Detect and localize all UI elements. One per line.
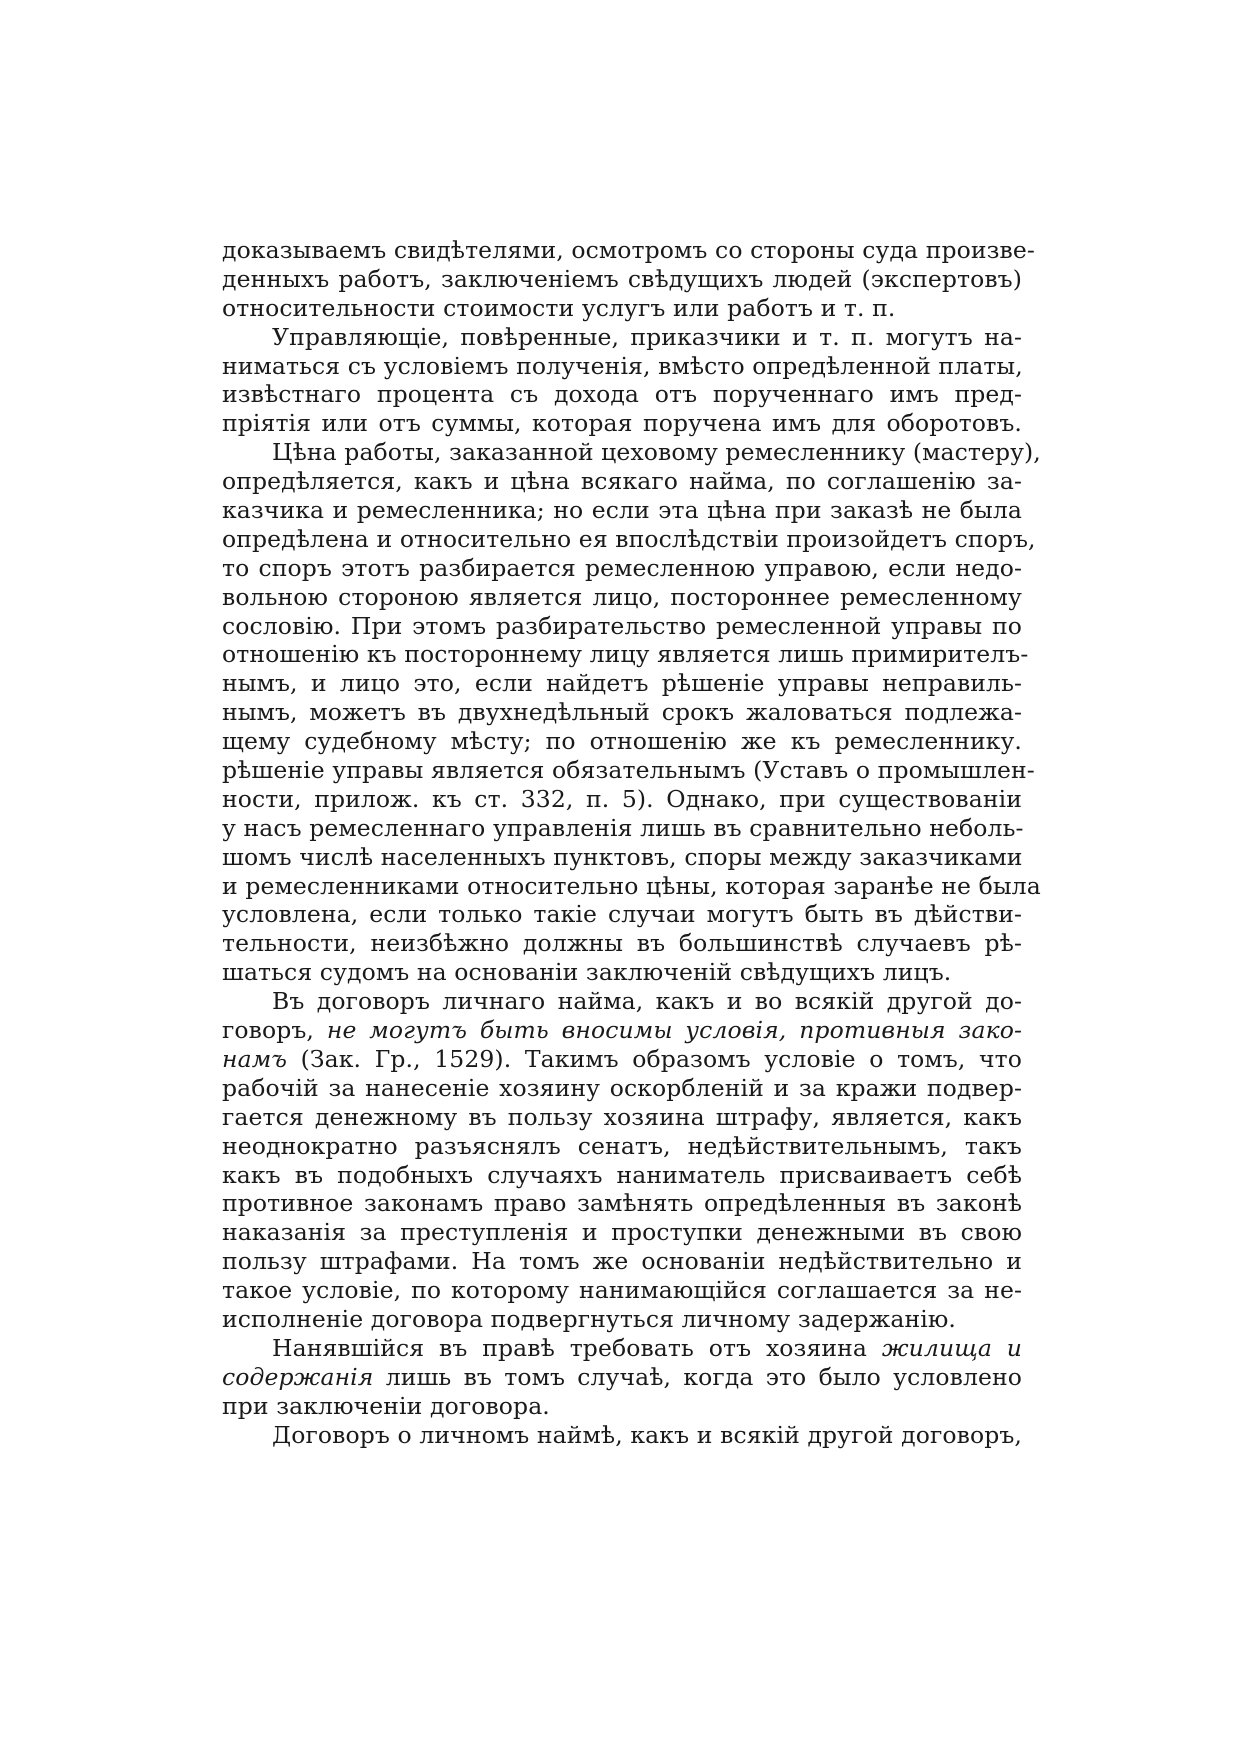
text-line: неоднократно разъяснялъ сенатъ, недѣйствительнымъ, такъ <box>222 1131 1022 1160</box>
text-line: пользу штрафами. На томъ же основаніи недѣйствительно и <box>222 1247 1022 1276</box>
text-plain: лишь въ томъ случаѣ, когда это было условлено <box>373 1362 1022 1391</box>
paragraph-3 <box>222 438 1041 987</box>
text-line: щему судебному мѣсту; по отношенію же къ ремесленнику. <box>222 727 1022 756</box>
text-line: тельности, неизбѣжно должны въ большинствѣ случаевъ рѣ- <box>222 929 1022 958</box>
text-line <box>222 1363 1022 1392</box>
text-line: пріятія или отъ суммы, которая поручена имъ для оборотовъ. <box>222 409 1022 438</box>
text-italic: жилища и <box>881 1333 1022 1362</box>
text-line: и ремесленниками относительно цѣны, которая заранѣе не была <box>222 871 1041 900</box>
text-line: ности, прилож. къ ст. 332, п. 5). Однако, при существованіи <box>222 784 1022 813</box>
text-line: опредѣлена и относительно ея впослѣдствіи произойдетъ споръ, <box>222 524 1036 553</box>
text-line: денныхъ работъ, заключеніемъ свѣдущихъ людей (экспертовъ) <box>222 264 1022 293</box>
text-line: опредѣляется, какъ и цѣна всякаго найма, по соглашенію за- <box>222 467 1022 496</box>
text-line: Въ договоръ личнаго найма, какъ и во всякій другой до- <box>272 987 1022 1016</box>
text-line <box>222 1045 1022 1074</box>
text-line: условлена, если только такіе случаи могутъ быть въ дѣйстви- <box>222 900 1022 929</box>
text-line: шомъ числѣ населенныхъ пунктовъ, споры между заказчиками <box>222 842 1023 871</box>
text-line: отношенію къ постороннему лицу является лишь примирителъ- <box>222 640 1029 669</box>
text-plain: (Зак. Гр., 1529). Такимъ образомъ условіе о томъ, что <box>287 1044 1022 1073</box>
text-line: казчика и ремесленника; но если эта цѣна при заказѣ не была <box>222 496 1022 525</box>
text-plain: говоръ, <box>222 1016 327 1045</box>
text-line: сословію. При этомъ разбирательство ремесленной управы по <box>222 611 1022 640</box>
page-text <box>222 236 1041 1449</box>
text-line: Управляющіе, повѣренные, приказчики и т. п. могутъ на- <box>272 322 1022 351</box>
text-line: то споръ этотъ разбирается ремесленною управою, если недо- <box>222 553 1022 582</box>
text-line: при заключеніи договора. <box>222 1391 550 1420</box>
paragraph-2 <box>222 323 1022 439</box>
text-line: гается денежному въ пользу хозяина штрафу, является, какъ <box>222 1102 1022 1131</box>
text-line: у насъ ремесленнаго управленія лишь въ сравнительно неболь- <box>222 813 1024 842</box>
text-italic: содержанія <box>222 1362 374 1391</box>
text-line: относительности стоимости услугъ или работъ и т. п. <box>222 293 896 322</box>
text-line: наказанія за преступленія и проступки денежными въ свою <box>222 1218 1022 1247</box>
text-line: нымъ, можетъ въ двухнедѣльный срокъ жаловаться подлежа- <box>222 698 1022 727</box>
paragraph-6 <box>222 1421 1022 1450</box>
text-line: какъ въ подобныхъ случаяхъ наниматель присваиваетъ себѣ <box>222 1160 1022 1189</box>
paragraph-5 <box>222 1334 1022 1421</box>
text-line: рѣшеніе управы является обязательнымъ (Уставъ о промышлен- <box>222 756 1035 785</box>
text-line: извѣстнаго процента съ дохода отъ порученнаго имъ пред- <box>222 380 1022 409</box>
text-italic: не могутъ быть вносимы условія, противныя зако- <box>326 1016 1022 1045</box>
text-line: вольною стороною является лицо, постороннее ремесленному <box>222 582 1022 611</box>
text-line: исполненіе договора подвергнуться личному задержанію. <box>222 1304 956 1333</box>
text-line: нымъ, и лицо это, если найдетъ рѣшеніе управы неправиль- <box>222 669 1022 698</box>
text-line: шаться судомъ на основаніи заключеній свѣдущихъ лицъ. <box>222 958 952 987</box>
text-line: противное законамъ право замѣнять опредѣленныя въ законѣ <box>222 1189 1022 1218</box>
text-line: Цѣна работы, заказанной цеховому ремесленнику (мастеру), <box>272 438 1041 467</box>
text-line: рабочій за нанесеніе хозяину оскорбленій и за кражи подвер- <box>222 1073 1022 1102</box>
text-line: ниматься съ условіемъ полученія, вмѣсто опредѣленной платы, <box>222 351 1023 380</box>
text-plain: Нанявшійся въ правѣ требовать отъ хозяина <box>272 1333 882 1362</box>
text-line: Договоръ о личномъ наймѣ, какъ и всякій другой договоръ, <box>272 1420 1022 1449</box>
text-line: доказываемъ свидѣтелями, осмотромъ со стороны суда произве- <box>222 236 1035 264</box>
paragraph-1 <box>222 236 1035 323</box>
text-line: такое условіе, по которому нанимающійся соглашается за не- <box>222 1276 1022 1305</box>
text-italic: намъ <box>222 1044 288 1073</box>
text-line <box>222 1016 1022 1045</box>
text-line <box>222 1334 1022 1363</box>
paragraph-4 <box>222 987 1022 1334</box>
